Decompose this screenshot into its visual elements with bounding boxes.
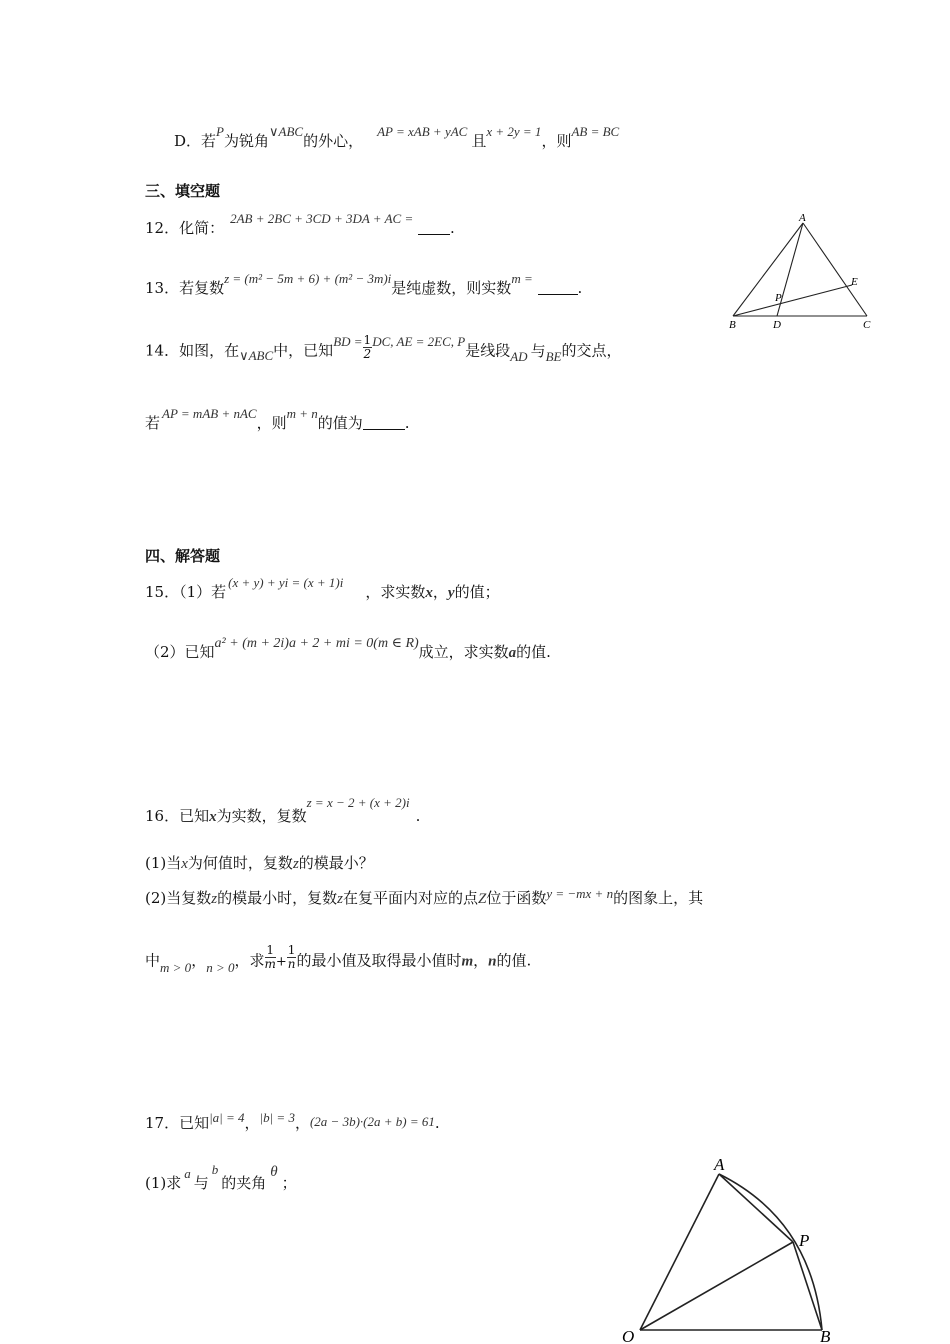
sector-figure	[615, 1150, 840, 1344]
label-c: C	[863, 319, 871, 331]
q14-line1: 14．如图，在∨ABC中，已知BD = $\frac{1}{2}$ DC, AE = 2EC, P是线段AD 与BE的交点，	[145, 333, 622, 364]
q13: 13．若复数z = (m² − 5m + 6) + (m² − 3m)i是纯虚数，则实数m = .	[145, 271, 583, 297]
q14-fraction: $\frac{1}{2}$	[363, 333, 372, 361]
label-a: A	[714, 1155, 725, 1174]
q11-option-d: D．若P为锐角∨ABC的外心，AP = xAB + yAC且x + 2y = 1，则AB = BC	[174, 124, 620, 150]
q13-answer-blank	[538, 280, 578, 295]
frac-1-over-m: $\frac{1}{m}$	[264, 943, 276, 971]
q17-stem: 17．已知|a| = 4，|b| = 3，(2a − 3b)·(2a + b) = 61.	[145, 1110, 440, 1132]
side-ac	[803, 223, 867, 316]
q17-part1: (1)求a与b的夹角θ；	[145, 1162, 297, 1192]
q15-part2: （2）已知a² + (m + 2i)a + 2 + mi = 0(m ∈ R)成立，求实数a的值.	[145, 636, 551, 661]
q16-part2-cont: 中m > 0，n > 0，求 $\frac{1}{m}$ + $\frac{1}{n}$ 的最小值及取得最小值时m，n的值.	[145, 943, 532, 975]
segment-ap	[719, 1174, 793, 1242]
segment-pb	[793, 1242, 822, 1330]
q16-stem: 16．已知x为实数，复数z = x − 2 + (x + 2)i.	[145, 795, 421, 825]
q16-part1: (1)当x为何值时，复数z的模最小？	[145, 854, 374, 872]
label-p: P	[775, 292, 782, 304]
q16-part2: (2)当复数z的模最小时，复数z在复平面内对应的点Z位于函数y = −mx + n的图象上，其	[145, 886, 704, 907]
label-p: P	[799, 1231, 810, 1250]
label-o: O	[622, 1327, 635, 1344]
q12: 12．化简：2AB + 2BC + 3CD + 3DA + AC = .	[145, 211, 455, 237]
label-b: B	[729, 319, 736, 331]
frac-1-over-n: $\frac{1}{n}$	[287, 943, 296, 971]
label-b: B	[820, 1327, 831, 1344]
q15-part1: 15．（1）若(x + y) + yi = (x + 1)i，求实数x，y的值；	[145, 575, 500, 601]
label-a: A	[799, 212, 806, 224]
side-ab	[733, 223, 803, 316]
section-title-solutions: 四、解答题	[145, 547, 221, 565]
triangle-figure	[725, 208, 885, 333]
arc-ab	[719, 1174, 822, 1330]
section-title-fill-blank: 三、填空题	[145, 182, 221, 200]
label-d: D	[773, 319, 781, 331]
segment-be	[733, 285, 852, 316]
label-e: E	[851, 276, 858, 288]
q14-answer-blank	[363, 415, 405, 430]
q14-line2: 若AP = mAB + nAC，则m + n的值为 .	[145, 406, 410, 432]
q12-answer-blank	[418, 220, 450, 235]
